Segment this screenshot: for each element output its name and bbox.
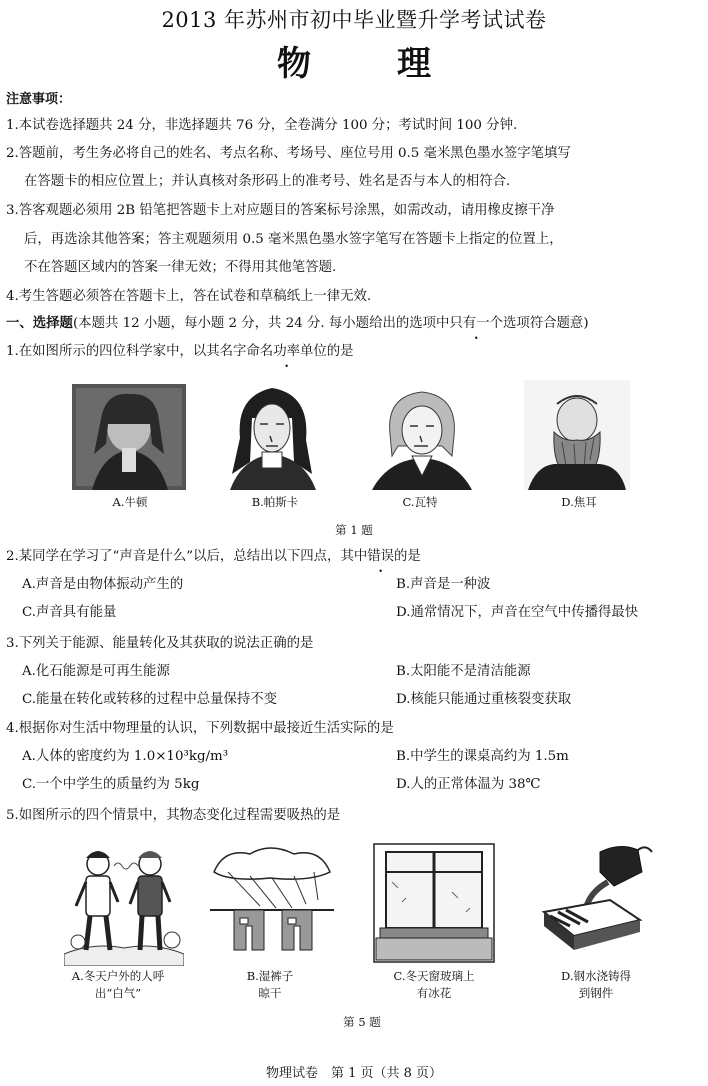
subject-title: 物 理 <box>277 44 431 84</box>
q2-option-c: C.声音具有能量 <box>22 605 117 620</box>
note-3: 3.答客观题必须用 2B 铅笔把答题卡上对应题目的答案标号涂黑，如需改动，请用橡皮擦干净 <box>6 203 555 218</box>
q4-option-c: C.一个中学生的质量约为 5kg <box>22 777 200 792</box>
q3-stem: 3.下列关于能源、能量转化及其获取的说法正确的是 <box>6 636 314 651</box>
q2-option-d: D.通常情况下，声音在空气中传播得最快 <box>396 605 639 620</box>
section-heading: 一、选择题(本题共 12 小题，每小题 2 分，共 24 分. 每小题给出的选项中只有一个选项符合题意) <box>6 316 589 331</box>
q2-stem: 2.某同学在学习了“声音是什么”以后，总结出以下四点，其中错误的是 <box>6 549 421 564</box>
scene-wet-trousers <box>210 842 334 952</box>
scene-steel-casting <box>530 842 654 952</box>
q4-option-d: D.人的正常体温为 38℃ <box>396 777 541 792</box>
q1-caption-b: B.帕斯卡 <box>251 495 299 509</box>
note-4: 4.考生答题必须答在答题卡上，答在试卷和草稿纸上一律无效. <box>6 289 372 304</box>
q1-stem: 1.在如图所示的四位科学家中，以其名字命名功率单位的是 <box>6 344 354 359</box>
q5-caption-d: D.钢水浇铸得 到钢件 <box>561 969 631 1000</box>
q5-caption-a: A.冬天户外的人呼 出“白气” <box>71 969 165 1000</box>
notes-heading: 注意事项： <box>6 92 72 107</box>
q3-option-a: A.化石能源是可再生能源 <box>22 664 170 679</box>
portrait-joule <box>524 380 630 490</box>
note-2-cont: 在答题卡的相应位置上；并认真核对条形码上的准考号、姓名是否与本人的相符合. <box>24 174 511 189</box>
q4-option-a: A.人体的密度约为 1.0×10³kg/m³ <box>22 749 229 764</box>
q5-stem: 5.如图所示的四个情景中，其物态变化过程需要吸热的是 <box>6 808 341 823</box>
q1-caption-d: D.焦耳 <box>561 495 597 509</box>
note-3-cont2: 不在答题区域内的答案一律无效；不得用其他笔答题. <box>24 260 337 275</box>
q3-option-b: B.太阳能不是清洁能源 <box>396 664 531 679</box>
portrait-watt <box>368 380 474 490</box>
portrait-pascal <box>222 378 322 490</box>
q5-caption-b: B.湿裤子 晾干 <box>246 969 294 1000</box>
scene-window-frost <box>372 842 496 964</box>
note-2: 2.答题前，考生务必将自己的姓名、考点名称、考场号、座位号用 0.5 毫米黑色墨水签字笔填写 <box>6 146 571 161</box>
q1-caption-c: C.瓦特 <box>402 495 438 509</box>
note-3-cont: 后，再选涂其他答案；答主观题须用 0.5 毫米黑色墨水签字笔写在答题卡上指定的位置上， <box>24 232 563 247</box>
note-1: 1.本试卷选择题共 24 分，非选择题共 76 分，全卷满分 100 分；考试时间 100 分钟. <box>6 118 518 133</box>
q2-option-b: B.声音是一种波 <box>396 577 491 592</box>
page-footer: 物理试卷 第 1 页（共 8 页） <box>265 1066 443 1081</box>
q3-option-c: C.能量在转化或转移的过程中总量保持不变 <box>22 692 278 707</box>
q1-figure-title: 第 1 题 <box>335 523 373 537</box>
q1-caption-a: A.牛顿 <box>112 495 148 509</box>
exam-title: 2013 年苏州市初中毕业暨升学考试试卷 <box>161 8 547 32</box>
q3-option-d: D.核能只能通过重核裂变获取 <box>396 692 572 707</box>
scene-people-breath <box>64 842 184 966</box>
q2-option-a: A.声音是由物体振动产生的 <box>22 577 184 592</box>
q4-option-b: B.中学生的课桌高约为 1.5m <box>396 749 569 764</box>
portrait-newton <box>72 384 186 490</box>
q5-caption-c: C.冬天窗玻璃上 有冰花 <box>393 969 475 1000</box>
q5-figure-title: 第 5 题 <box>343 1015 381 1029</box>
q4-stem: 4.根据你对生活中物理量的认识，下列数据中最接近生活实际的是 <box>6 721 394 736</box>
